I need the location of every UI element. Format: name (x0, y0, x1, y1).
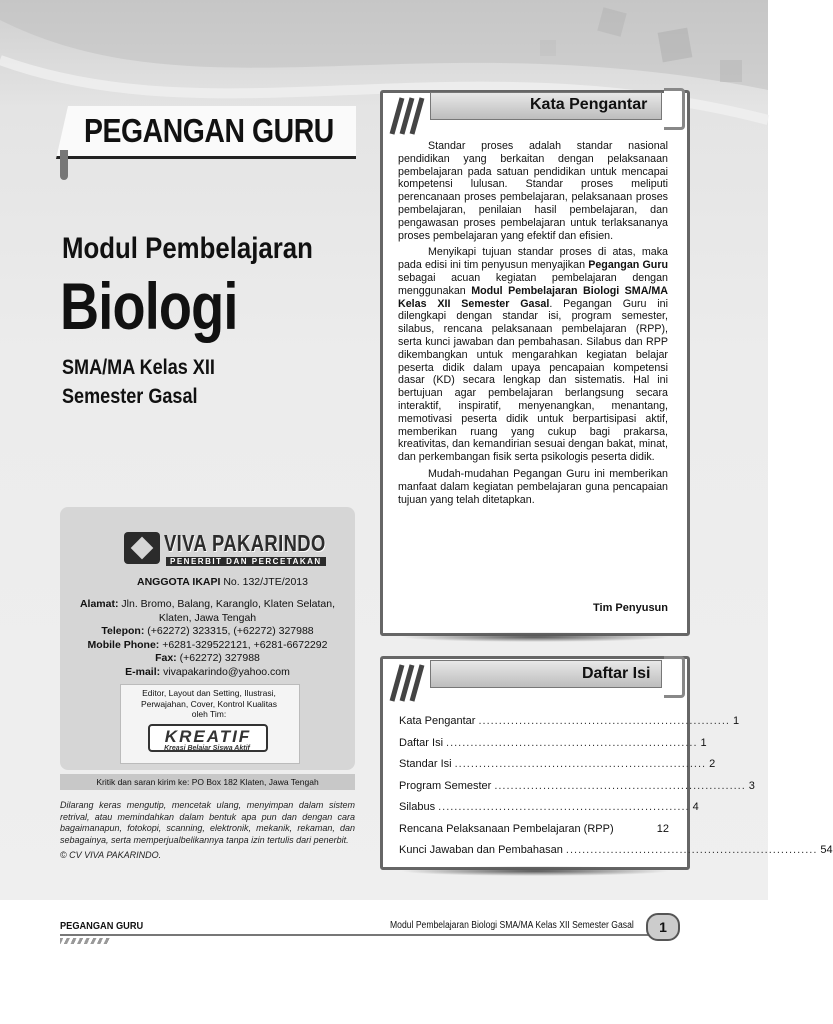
kritik-bar: Kritik dan saran kirim ke: PO Box 182 Klaten, Jawa Tengah (60, 774, 355, 790)
daftar-isi-title: Daftar Isi (582, 665, 651, 682)
footer-divider (60, 934, 650, 936)
toc-list (399, 715, 833, 866)
toc-item[interactable]: Silabus .............................................................. 4 (399, 801, 699, 813)
email-link[interactable]: vivapakarindo@yahoo.com (163, 665, 290, 678)
team-logo: KREATIF (148, 724, 268, 752)
slashes-icon (388, 96, 424, 136)
publisher-contact: Alamat: Jln. Bromo, Balang, Karanglo, Klaten Selatan, Klaten, Jawa Tengah Telepon: (+62272) 323315, (+62272) 327988 Mobile Phone: +6281-329522121, +6281-6672292 Fax: (+62272) 327988 E-mail: vivapakarindo@yahoo.com (79, 598, 336, 678)
kata-pengantar-body: Standar proses adalah standar nasional pendidikan yang berkaitan dengan pelaksanaan pembelajaran pada satuan pendidikan untuk mencapai kompetensi lulusan. Standar proses meliputi perencanaan proses pembelajaran, pelaksanaan proses pembelajaran, penilaian hasil pembelajaran, dan pengawasan proses pembelajaran untuk terlaksananya proses pembelajaran yang efektif dan efisien. Menyikapi tujuan standar proses di atas, maka pada edisi ini tim penyusun menyajikan Pegangan Guru sebagai acuan kegiatan pembelajaran dengan menggunakan Modul Pembelajaran Biologi SMA/MA Kelas XII Semester Gasal. Pegangan Guru ini dilengkapi dengan standar isi, program semester, silabus, rencana pelaksanaan pembelajaran (RPP), serta kunci jawaban dan pembahasan. Silabus dan RPP dikembangkan untuk mengarahkan kegiatan belajar peserta didik dalam upaya pencapaian kompetensi dasar (KD) secara lengkap dan sistematis. Hal ini bertujuan agar pembelajaran berlangsung secara interaktif, inspiratif, menyenangkan, menantang, memotivasi peserta didik untuk berpartisipasi aktif, memberikan ruang yang cukup bagi prakarsa, kreativitas, dan kemandirian sesuai dengan bakat, minat, dan perkembangan fisik serta psikologis peserta didik. Mudah-mudahan Pegangan Guru ini memberikan manfaat dalam kegiatan pembelajaran guna pencapaian tujuan yang telah ditetapkan. (398, 140, 669, 506)
copyright-notice: Dilarang keras mengutip, mencetak ulang, menyimpan dalam sistem retrival, atau memindahkan dalam bentuk apa pun dan dengan cara bagaimanapun, fotokopi, scanning, elektronik, mekanik, rekaman, dan sebagainya, serta memperjualbelikannya tanpa izin tertulis dari penerbit. (60, 800, 355, 845)
toc-item[interactable]: Kata Pengantar .............................................................. 1 (399, 715, 740, 727)
subject-title: Biologi (60, 269, 238, 343)
modul-title: Modul Pembelajaran (62, 232, 313, 265)
signature: Tim Penyusun (593, 602, 668, 614)
kata-pengantar-title: Kata Pengantar (530, 96, 648, 113)
footer-right: Modul Pembelajaran Biologi SMA/MA Kelas XII Semester Gasal (390, 920, 634, 931)
banner-title: PEGANGAN GURU (84, 112, 334, 149)
semester-label: Semester Gasal (62, 385, 198, 408)
team-logo-sub: Kreasi Belajar Siswa Aktif (164, 745, 250, 752)
publisher-logo-icon (124, 532, 160, 564)
bracket-icon (664, 88, 685, 130)
bracket-icon (664, 656, 685, 698)
publisher-tagline: PENERBIT DAN PERCETAKAN (166, 557, 326, 566)
slashes-icon (388, 663, 424, 703)
anggota-ikapi: ANGGOTA IKAPI No. 132/JTE/2013 (137, 576, 308, 588)
toc-item[interactable]: Daftar Isi .............................................................. 1 (399, 736, 707, 749)
footer-stripes (60, 938, 110, 944)
editor-credits: Editor, Layout dan Setting, Ilustrasi, Perwajahan, Cover, Kontrol Kualitas oleh Tim: (140, 688, 278, 719)
toc-item[interactable]: Standar Isi .............................................................. 2 (399, 758, 716, 770)
toc-item[interactable]: Kunci Jawaban dan Pembahasan .............................................................. 54 (399, 844, 833, 856)
banner-tab (60, 150, 68, 180)
panel-shadow (400, 866, 670, 876)
publisher-name: VIVA PAKARINDO (164, 530, 326, 556)
toc-item[interactable]: Program Semester .............................................................. 3 (399, 779, 755, 792)
toc-item[interactable]: Rencana Pelaksanaan Pembelajaran (RPP) 12 (399, 822, 669, 835)
kelas-label: SMA/MA Kelas XII (62, 356, 215, 379)
panel-shadow (400, 632, 670, 642)
page-number: 1 (646, 913, 680, 941)
copyright-owner: © CV VIVA PAKARINDO. (60, 850, 162, 860)
footer-left: PEGANGAN GURU (60, 920, 144, 932)
